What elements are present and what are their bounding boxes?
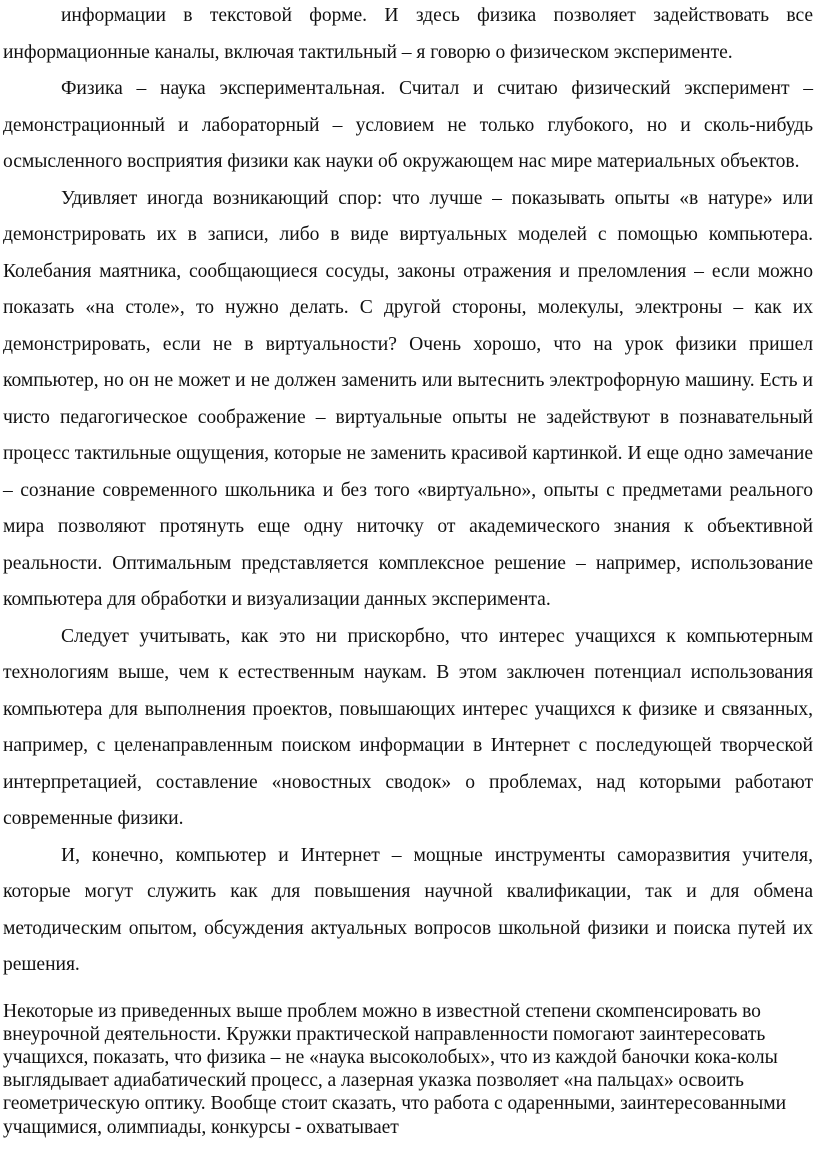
- paragraph-extracurricular: Некоторые из приведенных выше проблем можно в известной степени скомпенсировать во внеурочной деятельности. Кружки практической направленности помогают заинтересовать учащихся, показать, что физика – не «наука высоколобых», что из каждой баночки кока-колы выглядывает адиабатический процесс, а лазерная указка позволяет «на пальцах» освоить геометрическую оптику. Вообще стоит сказать, что работа с одаренными, заинтересованными учащимися, олимпиады, конкурсы - охватывает: [3, 1000, 787, 1138]
- paragraph-teacher-tools: И, конечно, компьютер и Интернет – мощные инструменты саморазвития учителя, которые могут служить как для повышения научной квалификации, так и для обмена методическим опытом, обсуждения актуальных вопросов школьной физики и поиска путей их решения.: [3, 844, 813, 975]
- paragraph-virtual-experiments: Удивляет иногда возникающий спор: что лучше – показывать опыты «в натуре» или демонстрировать их в записи, либо в виде виртуальных моделей с помощью компьютера. Колебания маятника, сообщающиеся сосуды, законы отражения и преломления – если можно показать «на столе», то нужно делать. С другой стороны, молекулы, электроны – как их демонстрировать, если не в виртуальности? Очень хорошо, что на урок физики пришел компьютер, но он не может и не должен заменить или вытеснить электрофорную машину. Есть и чисто педагогическое соображение – виртуальные опыты не задействуют в познавательный процесс тактильные ощущения, которые не заменить красивой картинкой. И еще одно замечание – сознание современного школьника и без того «виртуально», опыты с предметами реального мира позволяют протянуть еще одну ниточку от академического знания к объективной реальности. Оптимальным представляется комплексное решение – например, использование компьютера для обработки и визуализации данных эксперимента.: [3, 187, 813, 610]
- paragraph-experimental-science: Физика – наука экспериментальная. Считал и считаю физический эксперимент – демонстрационный и лабораторный – условием не только глубокого, но и сколь-нибудь осмысленного восприятия физики как науки об окружающем нас мире материальных объектов.: [3, 78, 813, 172]
- paragraph-information-channels: информации в текстовой форме. И здесь физика позволяет задействовать все информационные каналы, включая тактильный – я говорю о физическом эксперименте.: [3, 5, 813, 63]
- paragraph-student-interest: Следует учитывать, как это ни прискорбно, что интерес учащихся к компьютерным технологиям выше, чем к естественным наукам. В этом заключен потенциал использования компьютера для выполнения проектов, повышающих интерес учащихся к физике и связанных, например, с целенаправленным поиском информации в Интернет с последующей творческой интерпретацией, составление «новостных сводок» о проблемах, над которыми работают современные физики.: [3, 625, 813, 829]
